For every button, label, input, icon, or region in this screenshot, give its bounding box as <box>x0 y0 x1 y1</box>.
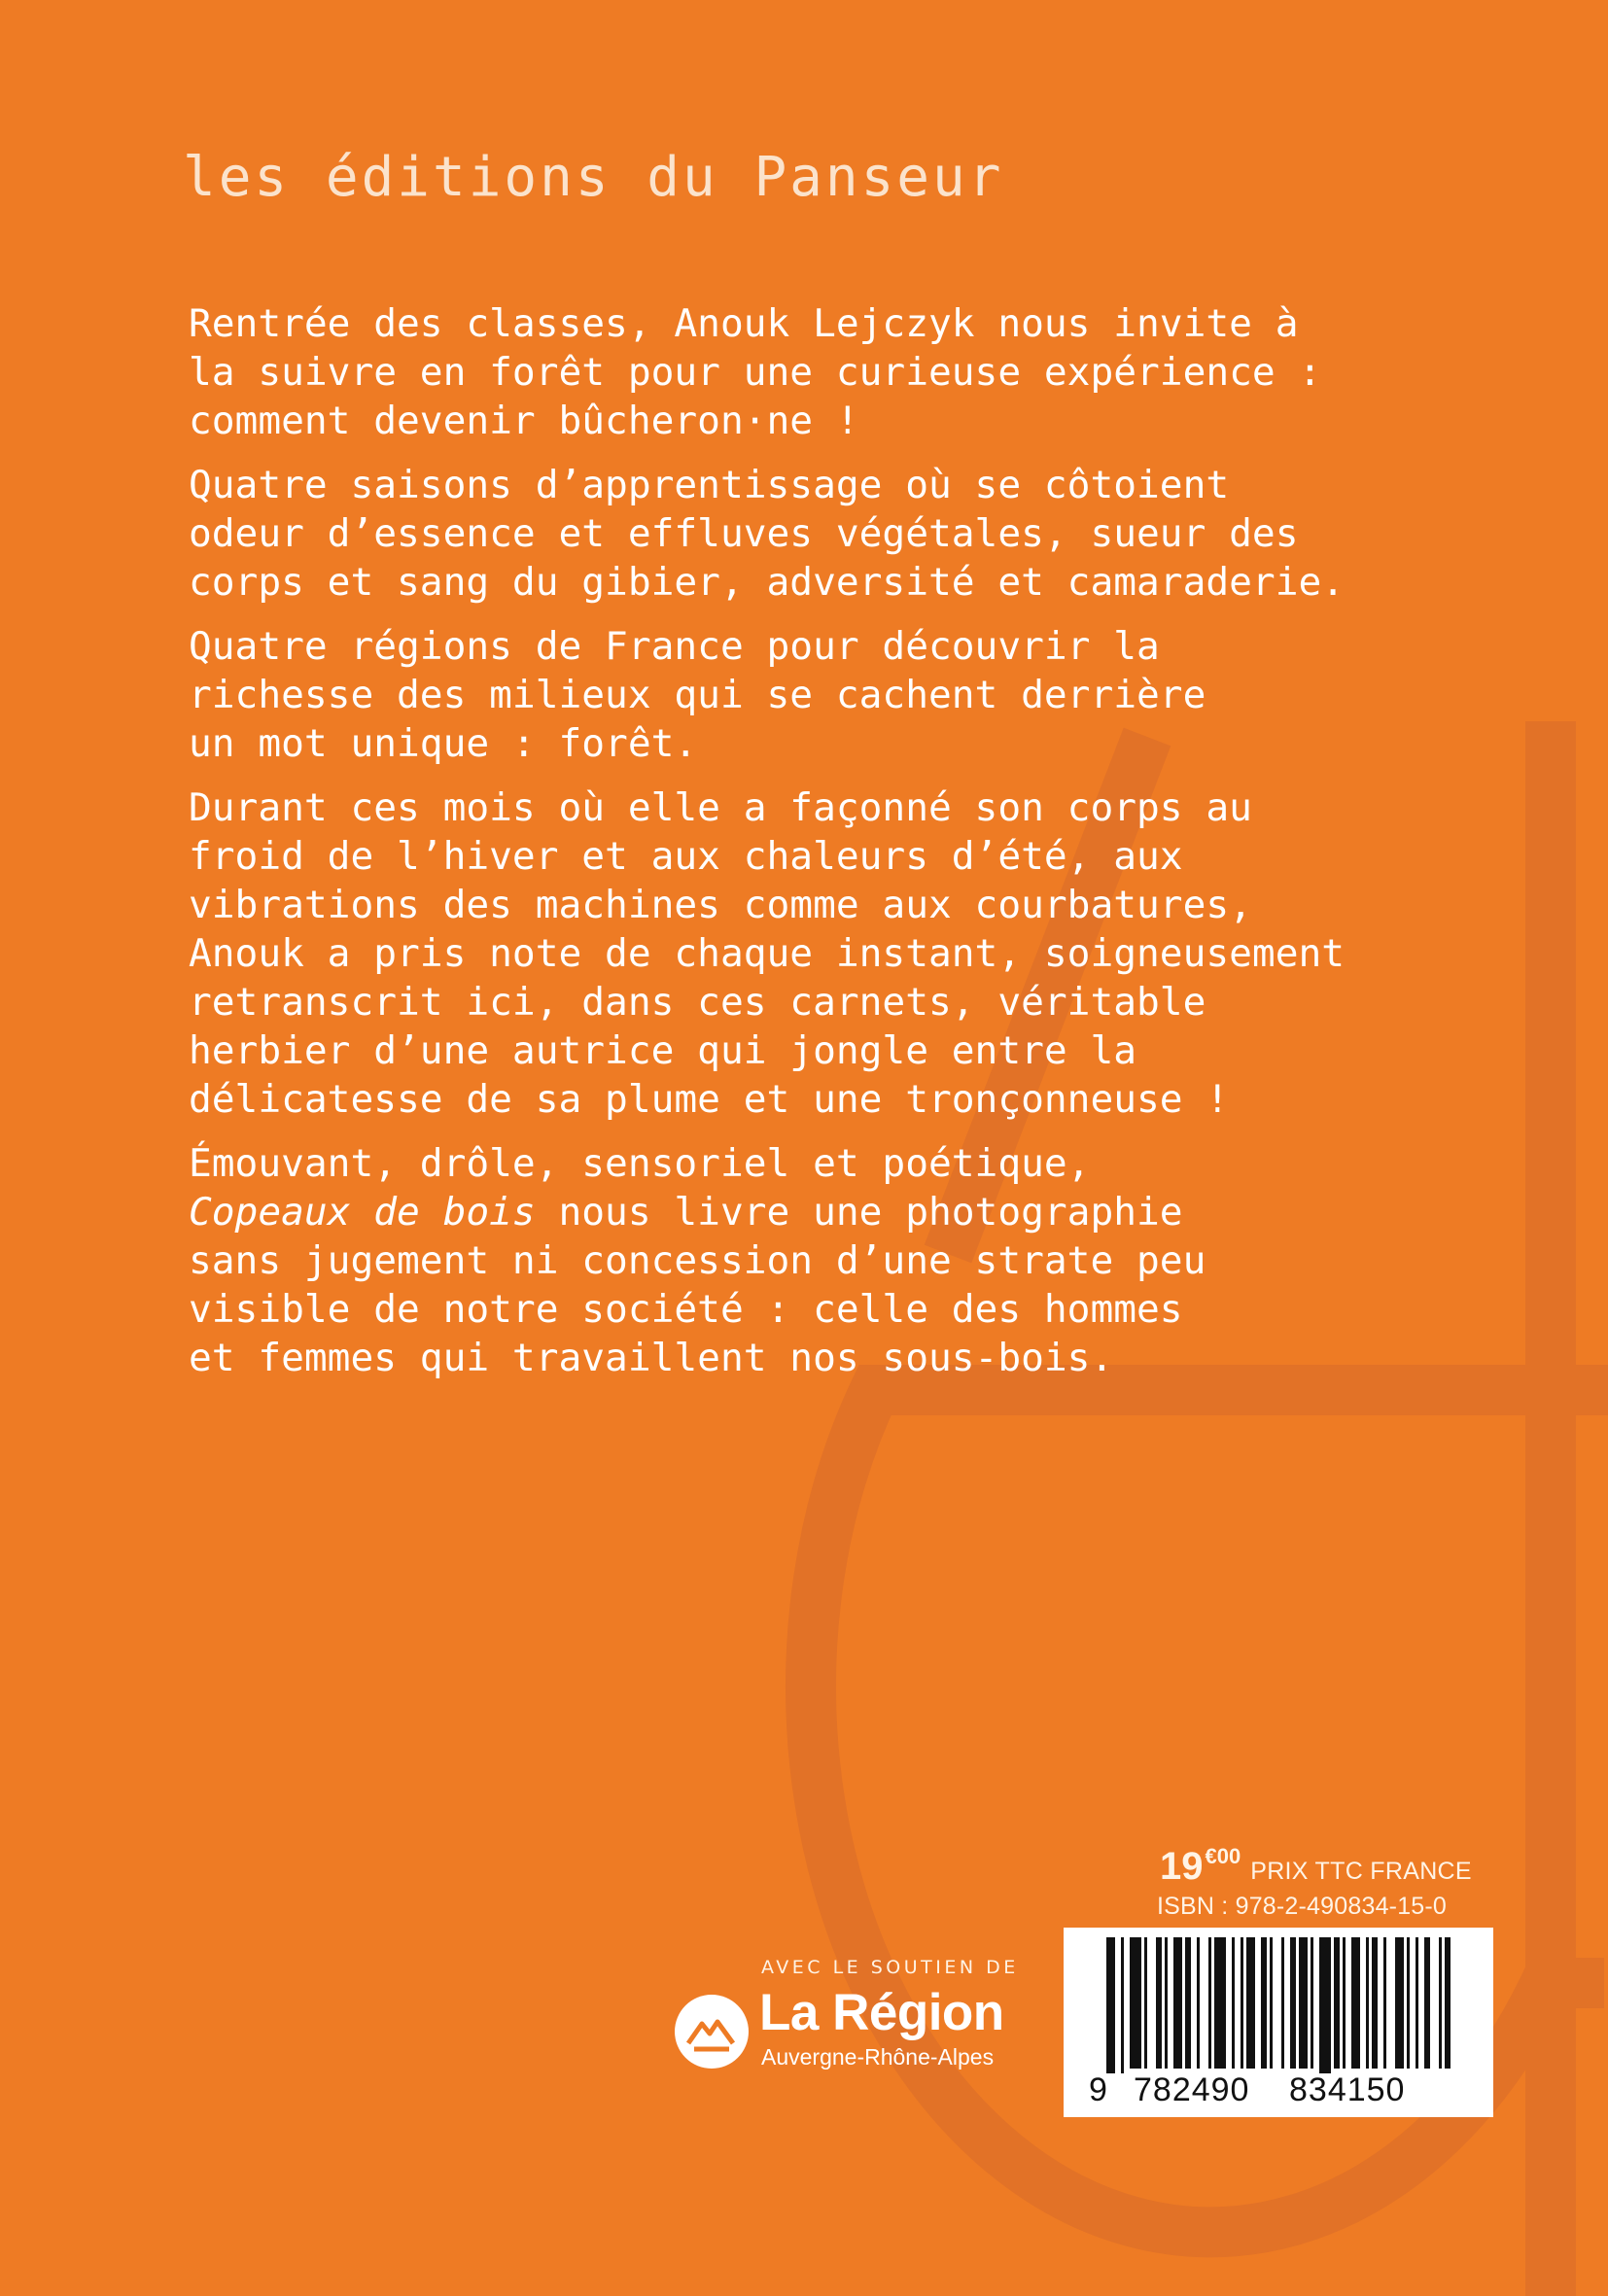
barcode-bar <box>1121 1937 1124 2073</box>
barcode-bar <box>1281 1937 1284 2069</box>
publisher-name: les éditions du Panseur <box>183 146 1004 209</box>
text-fragment: nous livre une photographie <box>535 1190 1183 1235</box>
isbn: ISBN : 978-2-490834-15-0 <box>1157 1893 1448 1920</box>
text-line: un mot unique : forêt. <box>189 721 698 766</box>
region-name: La Région <box>759 1984 1004 2041</box>
paragraph <box>189 461 1414 607</box>
paragraph <box>189 622 1414 768</box>
text-line: et femmes qui travaillent nos sous-bois. <box>189 1336 1114 1380</box>
paragraph <box>189 783 1414 1124</box>
mountain-circle-icon <box>673 1993 751 2070</box>
barcode-bar <box>1439 1937 1442 2069</box>
barcode-bar <box>1311 1937 1313 2069</box>
barcode-bar <box>1351 1937 1360 2069</box>
text-line: Quatre régions de France pour découvrir la <box>189 624 1160 669</box>
barcode-bar <box>1246 1937 1255 2069</box>
barcode-first-digit: 9 <box>1089 2071 1107 2108</box>
barcode-bar <box>1334 1937 1340 2069</box>
barcode-bar <box>1156 1937 1162 2069</box>
text-line: froid de l’hiver et aux chaleurs d’été, aux <box>189 834 1183 879</box>
barcode-bars-icon <box>1064 1928 1493 2073</box>
sponsor-label: AVEC LE SOUTIEN DE <box>761 1957 1019 1978</box>
barcode-right-digits: 834150 <box>1289 2071 1406 2108</box>
text-line: retranscrit ici, dans ces carnets, véritable <box>189 980 1206 1025</box>
barcode-bar <box>1241 1937 1243 2069</box>
price <box>1160 1844 1472 1889</box>
text-line: odeur d’essence et effluves végétales, sueur des <box>189 511 1299 556</box>
barcode-bar <box>1416 1937 1418 2069</box>
barcode-bar <box>1130 1937 1141 2069</box>
barcode-bar <box>1185 1937 1191 2069</box>
barcode-bar <box>1165 1937 1168 2069</box>
barcode-bar <box>1343 1937 1346 2069</box>
text-line: corps et sang du gibier, adversité et camaraderie. <box>189 560 1346 605</box>
book-title: Copeaux de bois <box>189 1190 536 1235</box>
text-line: visible de notre société : celle des hommes <box>189 1287 1183 1332</box>
barcode-bar <box>1232 1937 1235 2069</box>
barcode-left-digits: 782490 <box>1134 2071 1250 2108</box>
barcode-bar <box>1290 1937 1296 2069</box>
price-integer: 19 <box>1160 1845 1204 1888</box>
text-line: sans jugement ni concession d’une strate peu <box>189 1238 1206 1283</box>
text-line: délicatesse de sa plume et une tronçonneuse ! <box>189 1077 1230 1122</box>
barcode-bar <box>1319 1937 1331 2073</box>
barcode-bar <box>1366 1937 1369 2069</box>
barcode-bar <box>1208 1937 1211 2069</box>
barcode-digits <box>1064 2071 1493 2110</box>
barcode-bar <box>1214 1937 1226 2069</box>
text-line: Quatre saisons d’apprentissage où se côtoient <box>189 463 1230 507</box>
barcode-bar <box>1407 1937 1410 2069</box>
barcode-bar <box>1299 1937 1308 2069</box>
price-cents: €00 <box>1205 1844 1241 1868</box>
barcode-bar <box>1261 1937 1267 2069</box>
paragraph <box>189 299 1414 445</box>
text-line: herbier d’une autrice qui jongle entre la <box>189 1028 1137 1073</box>
price-label: PRIX TTC FRANCE <box>1250 1858 1472 1885</box>
barcode-bar <box>1424 1937 1430 2069</box>
text-line: Rentrée des classes, Anouk Lejczyk nous invite à <box>189 301 1299 346</box>
barcode-bar <box>1197 1937 1200 2069</box>
barcode-bar <box>1106 1937 1115 2073</box>
text-line: Émouvant, drôle, sensoriel et poétique, <box>189 1141 1091 1186</box>
region-subname: Auvergne-Rhône-Alpes <box>761 2044 995 2070</box>
barcode-bar <box>1395 1937 1404 2069</box>
text-line: la suivre en forêt pour une curieuse expérience : <box>189 350 1322 395</box>
barcode <box>1064 1928 1493 2117</box>
text-line: richesse des milieux qui se cachent derrière <box>189 673 1206 717</box>
text-line <box>189 1188 1414 1236</box>
text-line: comment devenir bûcheron·ne ! <box>189 399 859 443</box>
barcode-bar <box>1445 1937 1451 2069</box>
text-line: vibrations des machines comme aux courbatures, <box>189 883 1252 927</box>
paragraph <box>189 1139 1414 1382</box>
barcode-bar <box>1372 1937 1378 2069</box>
barcode-bar <box>1383 1937 1386 2069</box>
text-line: Durant ces mois où elle a façonné son corps au <box>189 785 1252 830</box>
barcode-bar <box>1270 1937 1273 2069</box>
text-line: Anouk a pris note de chaque instant, soigneusement <box>189 931 1346 976</box>
back-cover-blurb <box>189 299 1414 1398</box>
barcode-bar <box>1144 1937 1147 2069</box>
barcode-bar <box>1173 1937 1182 2069</box>
